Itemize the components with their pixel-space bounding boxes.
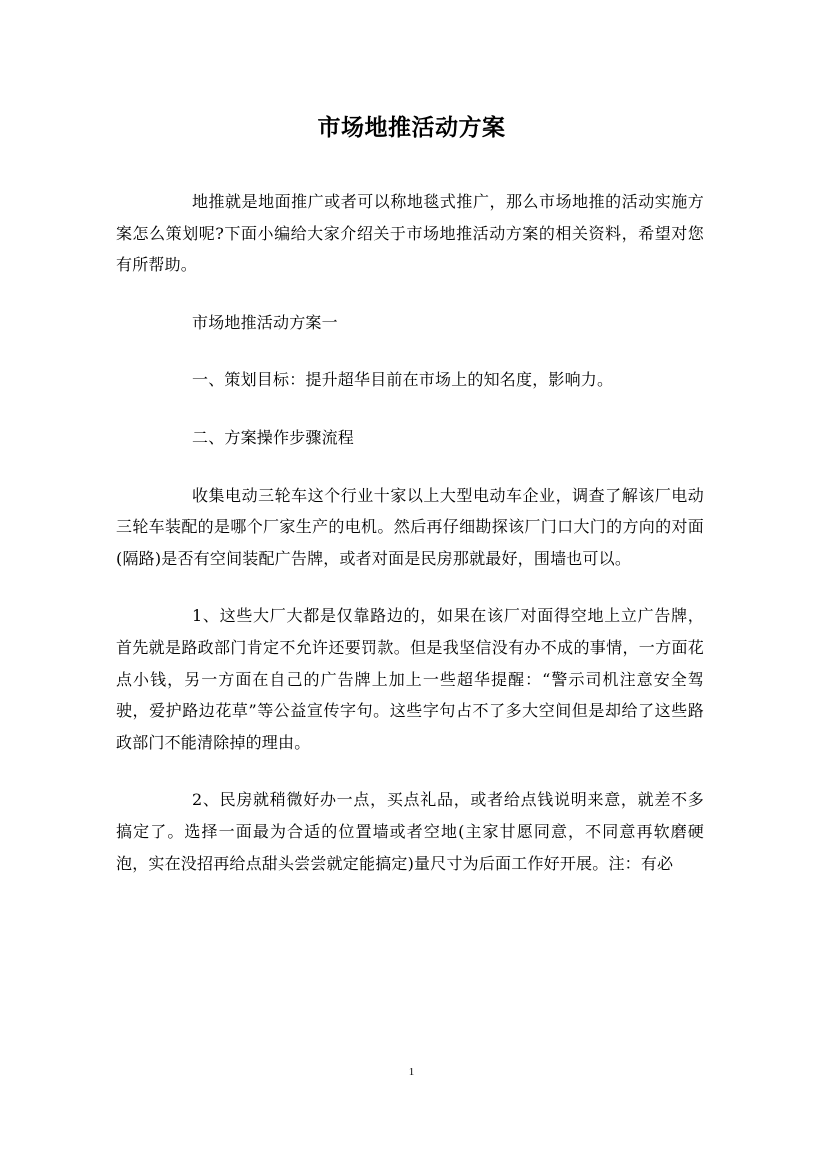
page-number: 1 <box>408 1066 415 1078</box>
document-body <box>116 186 704 905</box>
section-heading-plan-one: 市场地推活动方案一 <box>192 312 338 332</box>
step-two-paragraph: 2、民房就稍微好办一点，买点礼品，或者给点钱说明来意，就差不多搞定了。选择一面最为合适的位置墙或者空地(主家甘愿同意，不同意再软磨硬泡，实在没招再给点甜头尝尝就定能搞定)量尺寸为后面工作好开展。注：有必 <box>116 790 704 873</box>
operation-steps-heading: 二、方案操作步骤流程 <box>192 427 355 447</box>
planning-goal-paragraph: 一、策划目标：提升超华目前在市场上的知名度，影响力。 <box>192 370 614 390</box>
step-one-paragraph: 1、这些大厂大都是仅靠路边的，如果在该厂对面得空地上立广告牌，首先就是路政部门肯定不允许还要罚款。但是我坚信没有办不成的事情，一方面花点小钱，另一方面在自己的广告牌上加上一些超华提醒：“警示司机注意安全驾驶，爱护路边花草”等公益宣传字句。这些字句占不了多大空间但是却给了这些路政部门不能清除掉的理由。 <box>116 606 704 752</box>
document-title: 市场地推活动方案 <box>317 114 506 141</box>
intro-paragraph: 地推就是地面推广或者可以称地毯式推广，那么市场地推的活动实施方案怎么策划呢?下面小编给大家介绍关于市场地推活动方案的相关资料，希望对您有所帮助。 <box>116 192 704 275</box>
collection-paragraph: 收集电动三轮车这个行业十家以上大型电动车企业，调查了解该厂电动三轮车装配的是哪个厂家生产的电机。然后再仔细勘探该厂门口大门的方向的对面(隔路)是否有空间装配广告牌，或者对面是民房那就最好，围墙也可以。 <box>116 485 704 568</box>
